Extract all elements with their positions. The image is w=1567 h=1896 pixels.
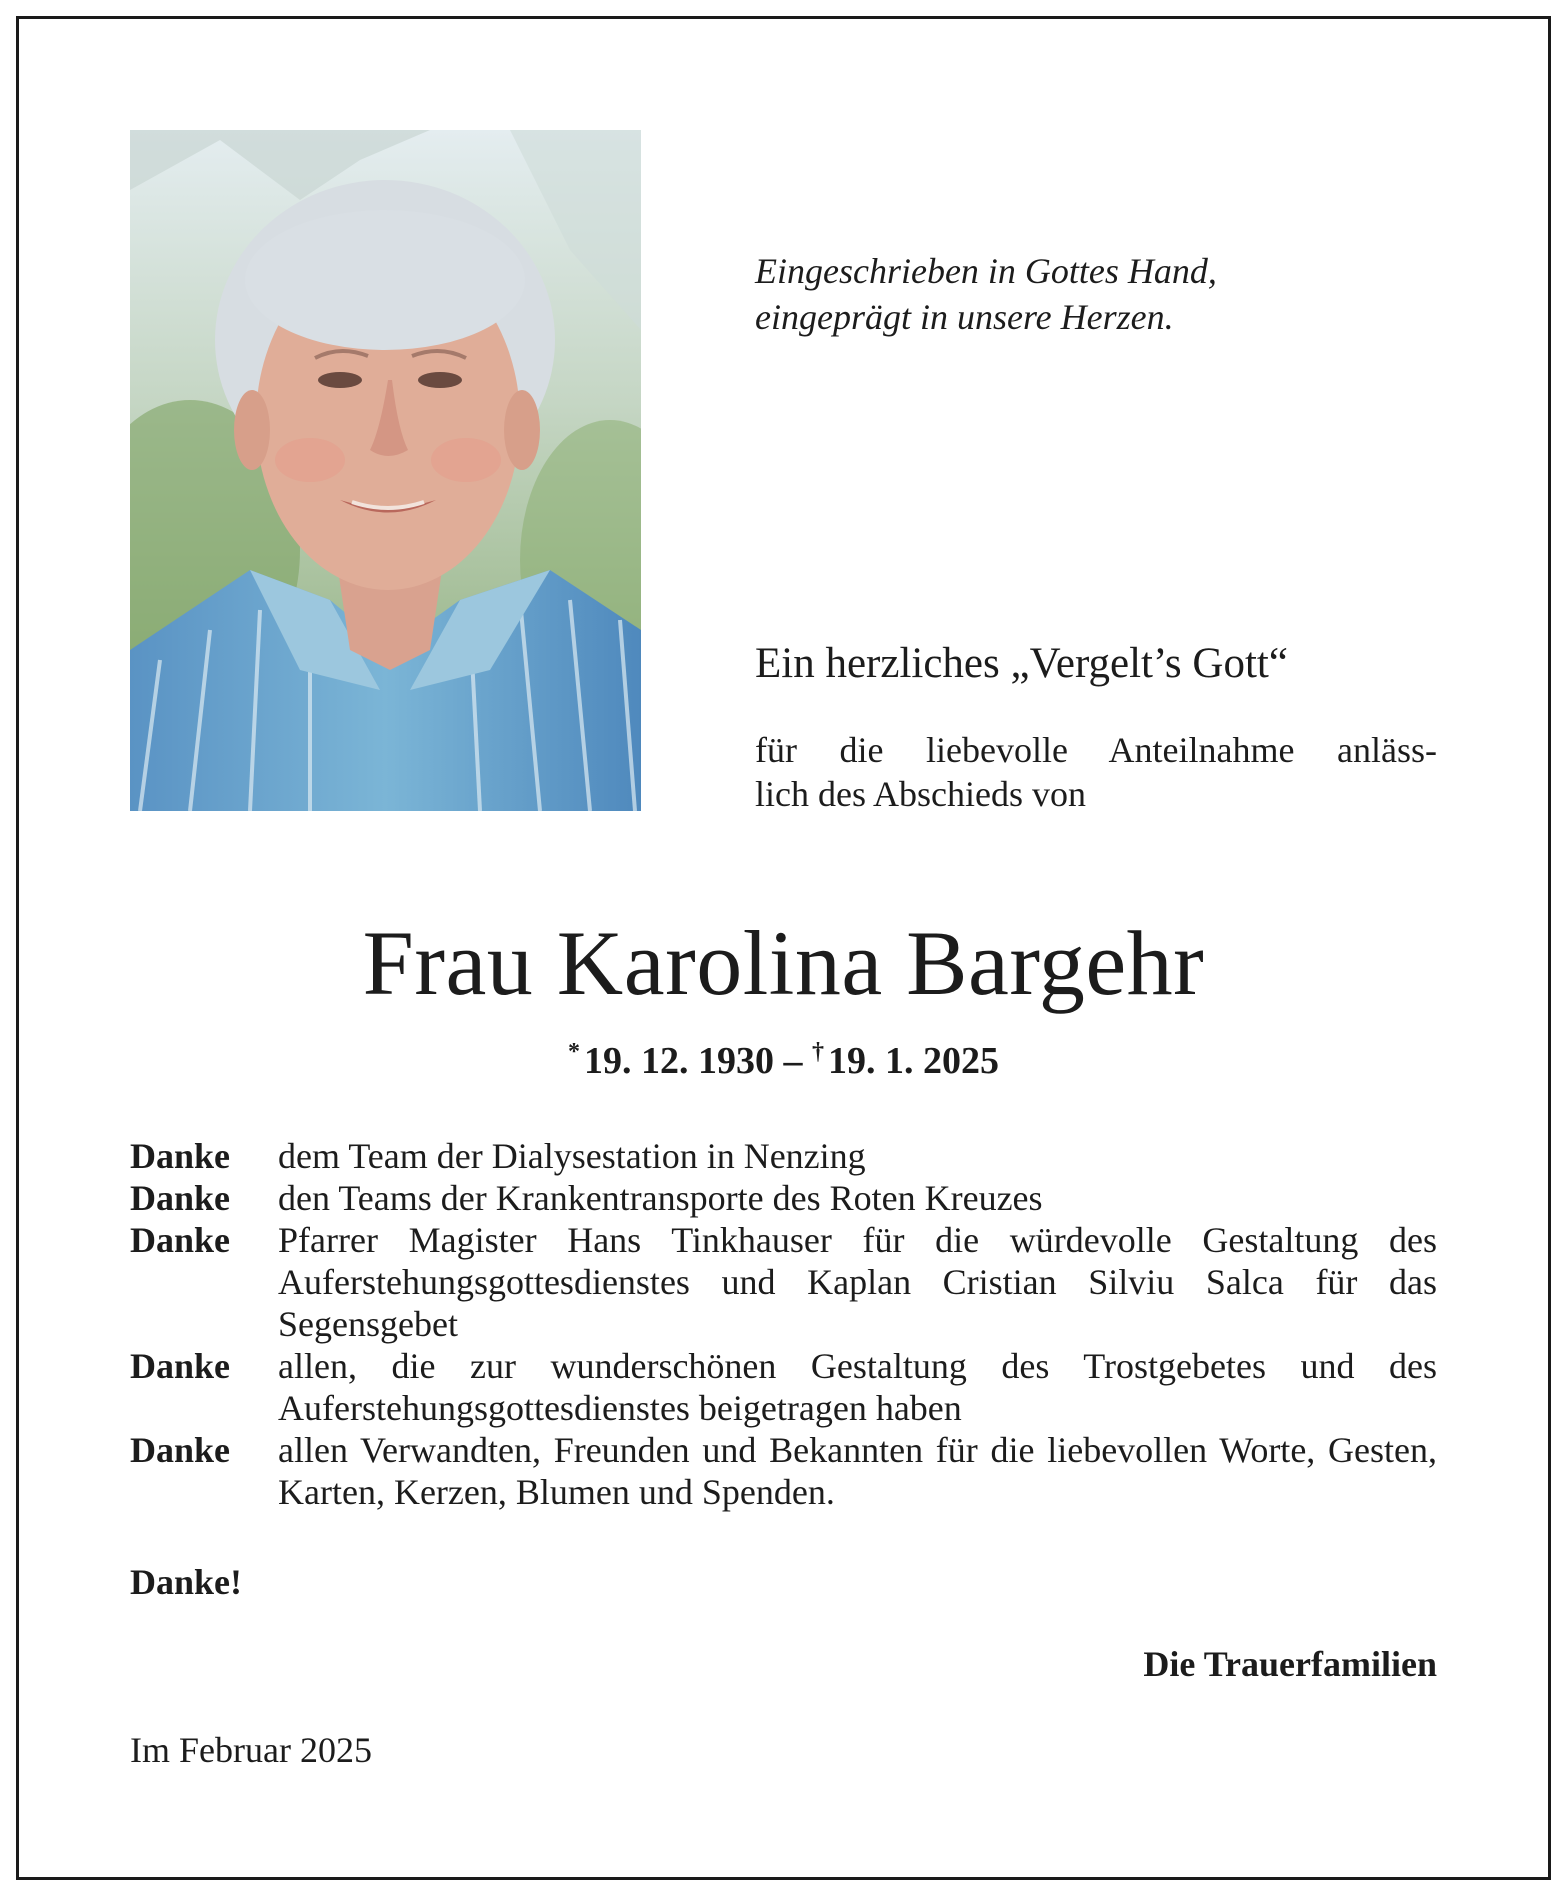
intro-text — [755, 728, 1437, 816]
motto-line-1: Eingeschrieben in Gottes Hand, — [755, 251, 1217, 291]
intro-line-2: lich des Abschieds von — [755, 774, 1086, 814]
thanks-item — [130, 1345, 1437, 1429]
dateline: Im Februar 2025 — [130, 1730, 372, 1770]
signature: Die Trauerfamilien — [1143, 1644, 1437, 1684]
thanks-text: allen, die zur wunderschönen Gestaltung des Trostgebetes und des Auferstehungsgottesdienstes beigetragen haben — [278, 1346, 1437, 1428]
motto-line-2: eingeprägt in unsere Herzen. — [755, 297, 1174, 337]
thanks-text: allen Verwandten, Freunden und Bekannten für die liebevollen Worte, Gesten, Karten, Kerzen, Blumen und Spenden. — [278, 1430, 1437, 1512]
birth-symbol: * — [568, 1039, 580, 1065]
life-dates — [0, 1028, 1567, 1085]
deceased-name: Frau Karolina Bargehr — [362, 912, 1205, 1014]
thanks-keyword: Danke — [130, 1430, 231, 1470]
thanks-list — [130, 1135, 1437, 1513]
thanks-item — [130, 1177, 1437, 1219]
intro-line-1: für die liebevolle Anteilnahme anläss- — [755, 730, 1437, 770]
death-date: 19. 1. 2025 — [828, 1040, 999, 1082]
thanks-keyword: Danke — [130, 1136, 231, 1176]
birth-date: 19. 12. 1930 — [584, 1040, 774, 1082]
thanks-keyword: Danke — [130, 1220, 231, 1260]
date-separator: – — [783, 1040, 803, 1082]
death-symbol: † — [812, 1039, 824, 1065]
thanks-item — [130, 1429, 1437, 1513]
thanks-item — [130, 1135, 1437, 1177]
thanks-keyword: Danke — [130, 1178, 231, 1218]
closing-thanks: Danke! — [130, 1562, 243, 1602]
thanks-text: den Teams der Krankentransporte des Roten Kreuzes — [278, 1178, 1043, 1218]
thanks-keyword: Danke — [130, 1346, 231, 1386]
thanks-heading: Ein herzliches „Vergelt’s Gott“ — [755, 640, 1288, 687]
thanks-item — [130, 1219, 1437, 1345]
portrait-illustration — [130, 130, 641, 811]
thanks-text: Pfarrer Magister Hans Tinkhauser für die würdevolle Gestaltung des Auferstehungsgottesdienstes und Kaplan Cristian Silviu Salca für das Segensgebet — [278, 1220, 1437, 1344]
motto — [755, 248, 1217, 340]
portrait-photo — [130, 130, 641, 811]
thanks-text: dem Team der Dialysestation in Nenzing — [278, 1136, 866, 1176]
